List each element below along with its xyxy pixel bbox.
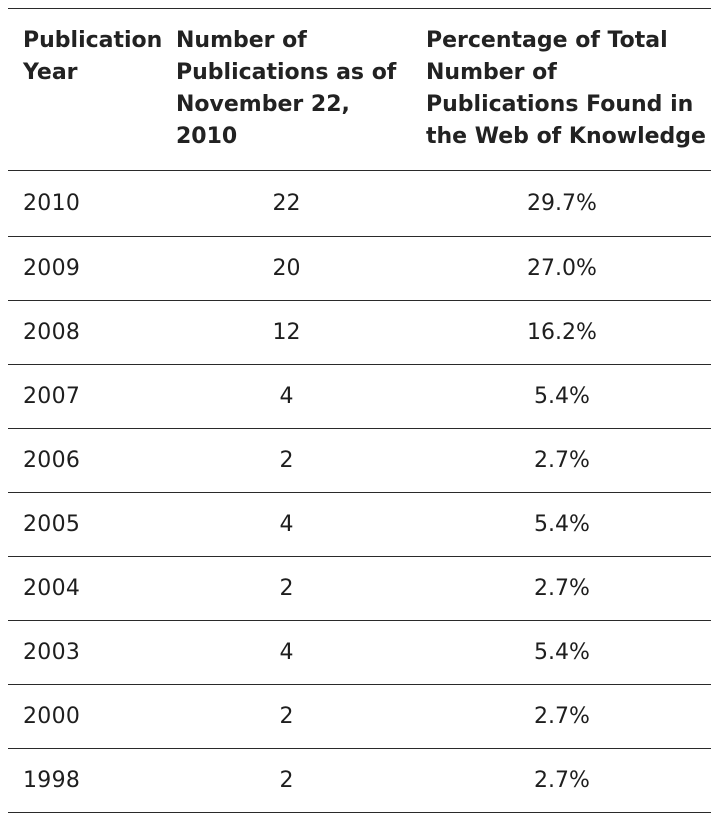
cell-year: 2007: [23, 384, 81, 409]
table-row: [8, 621, 711, 685]
cell-percentage: 2.7%: [534, 448, 590, 473]
header-publication-year-label: Publication Year: [23, 28, 163, 85]
cell-publication-count: 2: [279, 704, 294, 729]
cell-publication-count: 4: [279, 640, 294, 665]
header-number-of-publications-label: Number of Publications as of November 22, 2010: [176, 28, 397, 149]
cell-year: 2000: [23, 704, 81, 729]
table-body: [8, 171, 711, 813]
cell-year: 1998: [23, 768, 81, 793]
publications-table: [8, 8, 711, 813]
table-row: [8, 429, 711, 493]
header-percentage-of-total: [413, 25, 711, 153]
table-row: [8, 171, 711, 237]
cell-percentage: 16.2%: [527, 320, 597, 345]
cell-percentage: 2.7%: [534, 704, 590, 729]
cell-percentage: 5.4%: [534, 640, 590, 665]
cell-percentage: 27.0%: [527, 256, 597, 281]
table-row: [8, 749, 711, 813]
cell-percentage: 5.4%: [534, 384, 590, 409]
header-number-of-publications: [160, 25, 413, 153]
cell-year: 2003: [23, 640, 81, 665]
header-percentage-of-total-label: Percentage of Total Number of Publications Found in the Web of Knowledge: [426, 28, 706, 149]
cell-publication-count: 2: [279, 448, 294, 473]
table-header-row: [8, 8, 711, 171]
cell-year: 2010: [23, 191, 81, 216]
cell-publication-count: 2: [279, 576, 294, 601]
cell-publication-count: 4: [279, 384, 294, 409]
table-row: [8, 301, 711, 365]
cell-year: 2008: [23, 320, 81, 345]
cell-year: 2009: [23, 256, 81, 281]
cell-year: 2005: [23, 512, 81, 537]
cell-publication-count: 20: [272, 256, 301, 281]
header-publication-year: [8, 25, 163, 89]
table-row: [8, 365, 711, 429]
cell-percentage: 29.7%: [527, 191, 597, 216]
cell-percentage: 5.4%: [534, 512, 590, 537]
cell-year: 2004: [23, 576, 81, 601]
cell-year: 2006: [23, 448, 81, 473]
table-row: [8, 685, 711, 749]
table-row: [8, 557, 711, 621]
table-row: [8, 237, 711, 301]
cell-percentage: 2.7%: [534, 768, 590, 793]
cell-publication-count: 22: [272, 191, 301, 216]
table-row: [8, 493, 711, 557]
cell-publication-count: 4: [279, 512, 294, 537]
cell-publication-count: 2: [279, 768, 294, 793]
cell-percentage: 2.7%: [534, 576, 590, 601]
cell-publication-count: 12: [272, 320, 301, 345]
